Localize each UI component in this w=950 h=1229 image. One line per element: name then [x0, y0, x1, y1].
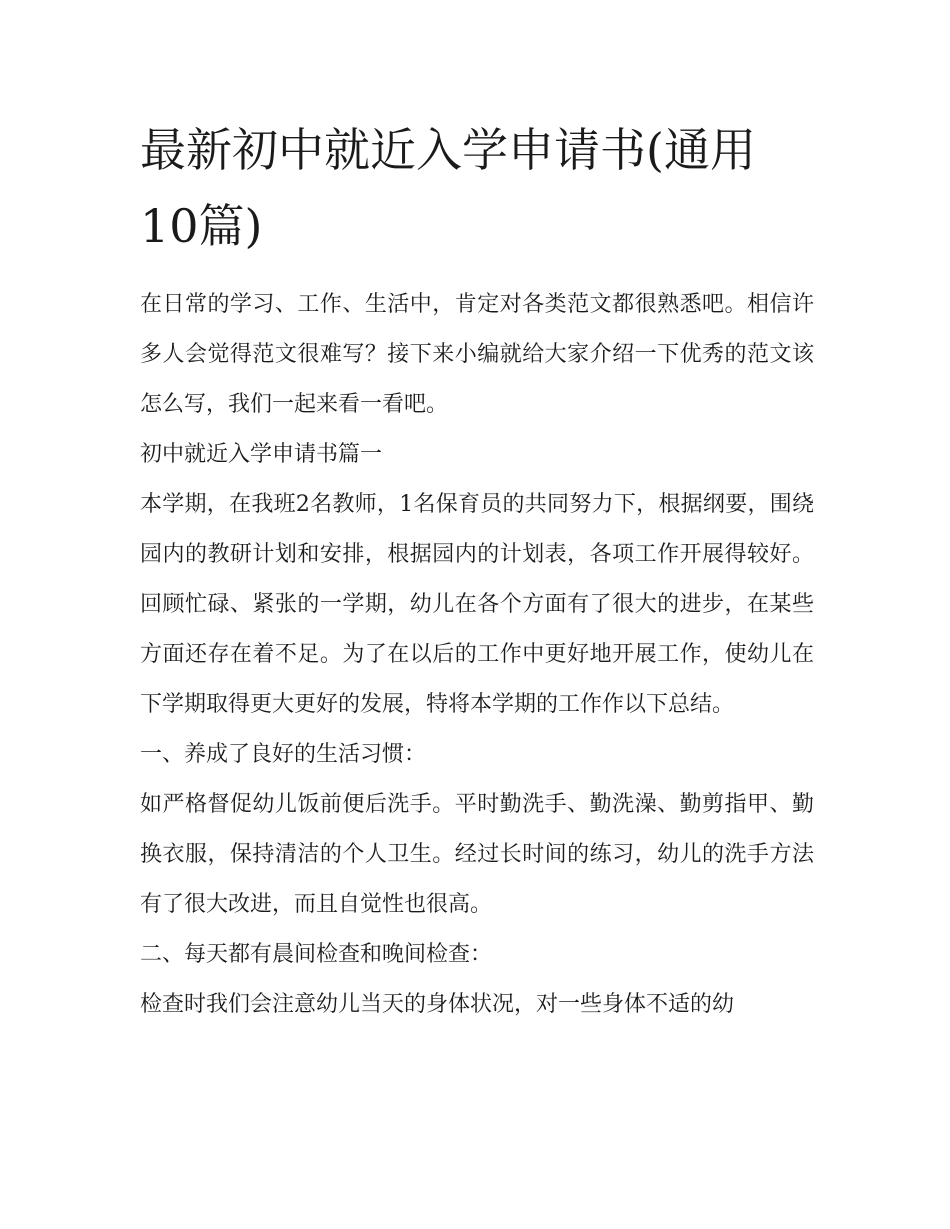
subsection-heading: 二、每天都有晨间检查和晚间检查： [140, 942, 493, 967]
subsection-heading: 一、养成了良好的生活习惯： [140, 742, 427, 767]
intro-paragraph: 在日常的学习、工作、生活中，肯定对各类范文都很熟悉吧。相信许多人会觉得范文很难写？接下来小编就给大家介绍一下优秀的范文该怎么写，我们一起来看一看吧。 [140, 292, 814, 417]
body-paragraph: 本学期，在我班2名教师，1名保育员的共同努力下，根据纲要，围绕园内的教研计划和安排，根据园内的计划表，各项工作开展得较好。回顾忙碌、紧张的一学期，幼儿在各个方面有了很大的进步，在某些方面还存在着不足。为了在以后的工作中更好地开展工作，使幼儿在下学期取得更大更好的发展，特将本学期的工作作以下总结。 [140, 492, 814, 717]
body-paragraph: 检查时我们会注意幼儿当天的身体状况，对一些身体不适的幼 [140, 992, 735, 1017]
document-page [140, 112, 814, 1030]
document-body [140, 280, 814, 1030]
document-title: 最新初中就近入学申请书(通用10篇) [140, 123, 756, 253]
section-heading: 初中就近入学申请书篇一 [140, 442, 383, 467]
body-paragraph: 如严格督促幼儿饭前便后洗手。平时勤洗手、勤洗澡、勤剪指甲、勤换衣服，保持清洁的个人卫生。经过长时间的练习，幼儿的洗手方法有了很大改进，而且自觉性也很高。 [140, 792, 814, 917]
